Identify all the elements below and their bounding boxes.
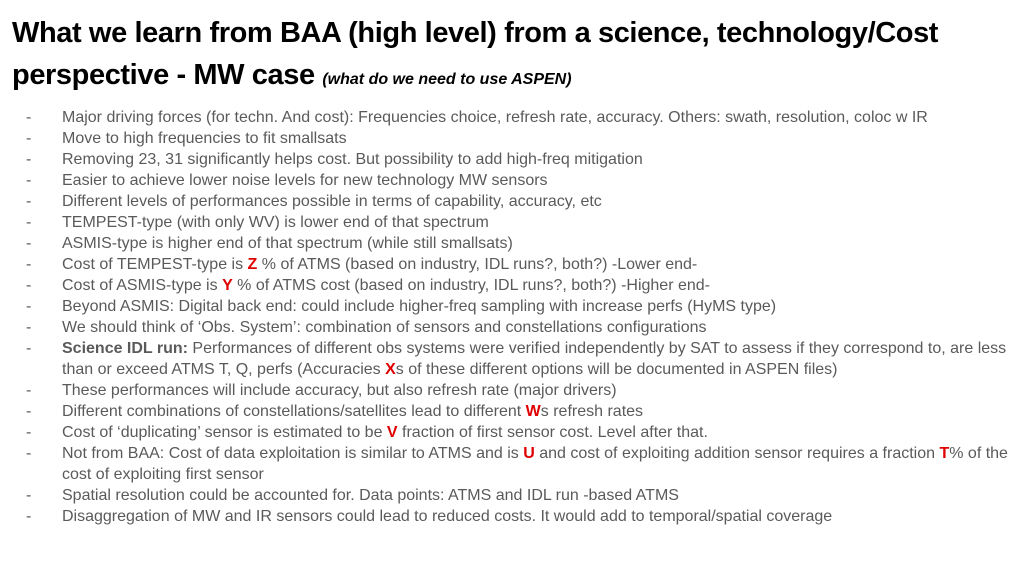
bullet-text: ASMIS-type is higher end of that spectrum (while still smallsats)	[62, 235, 513, 252]
bullet-item	[26, 170, 1016, 191]
bullet-marker: -	[26, 403, 32, 420]
bullet-text: Move to high frequencies to fit smallsats	[62, 130, 347, 147]
bullet-marker: -	[26, 487, 32, 504]
bullet-marker: -	[26, 319, 32, 336]
highlighted-variable: Y	[222, 277, 233, 294]
bullet-item	[26, 296, 1016, 317]
slide-title-main: What we learn from BAA (high level) from a science, technology/Cost perspective - MW case	[12, 17, 939, 91]
bullet-text: and cost of exploiting addition sensor requires a fraction	[534, 445, 940, 462]
bullet-marker: -	[26, 151, 32, 168]
bullet-item	[26, 254, 1016, 275]
bullet-item	[26, 149, 1016, 170]
bullet-marker: -	[26, 340, 32, 357]
bullet-text: Different combinations of constellations/satellites lead to different	[62, 403, 526, 420]
highlighted-variable: T	[939, 445, 950, 462]
bullet-text: Beyond ASMIS: Digital back end: could include higher-freq sampling with increase perfs (HyMS type)	[62, 298, 777, 315]
bullet-item	[26, 380, 1016, 401]
bullet-text: Disaggregation of MW and IR sensors could lead to reduced costs. It would add to temporal/spatial coverage	[62, 508, 833, 525]
bullet-text: % of ATMS (based on industry, IDL runs?, both?) -Lower end-	[257, 256, 698, 273]
highlighted-variable: Z	[247, 256, 258, 273]
bullet-item	[26, 191, 1016, 212]
bullet-text: fraction of first sensor cost. Level after that.	[397, 424, 708, 441]
bullet-marker: -	[26, 382, 32, 399]
bullet-text: TEMPEST-type (with only WV) is lower end of that spectrum	[62, 214, 489, 231]
bullet-marker: -	[26, 298, 32, 315]
bullet-text: Major driving forces (for techn. And cost): Frequencies choice, refresh rate, accuracy. Others: swath, resolution, coloc w IR	[62, 109, 928, 126]
bullet-text: s of these different options will be documented in ASPEN files)	[395, 361, 838, 378]
bullet-text: Cost of TEMPEST-type is	[62, 256, 248, 273]
bullet-item	[26, 485, 1016, 506]
bullet-item	[26, 128, 1016, 149]
bullet-marker: -	[26, 445, 32, 462]
highlighted-variable: V	[386, 424, 398, 441]
bullet-item	[26, 212, 1016, 233]
bullet-text: Cost of ASMIS-type is	[62, 277, 223, 294]
highlighted-variable: W	[525, 403, 541, 420]
bullet-item	[26, 233, 1016, 254]
bullet-text: % of ATMS cost (based on industry, IDL runs?, both?) -Higher end-	[232, 277, 710, 294]
bullet-text: Easier to achieve lower noise levels for new technology MW sensors	[62, 172, 548, 189]
bullet-marker: -	[26, 109, 32, 126]
bullet-text: Performances of different obs systems were verified independently by SAT to assess if they correspond to, are less than or exceed ATMS T, Q, perfs (Accuracies	[62, 340, 1007, 378]
bullet-text: These performances will include accuracy, but also refresh rate (major drivers)	[62, 382, 617, 399]
bullet-marker: -	[26, 256, 32, 273]
bullet-text: Removing 23, 31 significantly helps cost. But possibility to add high-freq mitigation	[62, 151, 643, 168]
bullet-marker: -	[26, 277, 32, 294]
bullet-item	[26, 443, 1016, 485]
bullet-marker: -	[26, 424, 32, 441]
bullet-text: Spatial resolution could be accounted for. Data points: ATMS and IDL run -based ATMS	[62, 487, 679, 504]
bullet-item	[26, 401, 1016, 422]
bullet-item	[26, 506, 1016, 527]
bullet-text: s refresh rates	[540, 403, 644, 420]
bullet-marker: -	[26, 235, 32, 252]
bullet-marker: -	[26, 193, 32, 210]
bullet-marker: -	[26, 214, 32, 231]
bullet-item	[26, 338, 1016, 380]
highlighted-variable: X	[385, 361, 396, 378]
bullet-item	[26, 422, 1016, 443]
bullet-list	[26, 107, 1016, 527]
bullet-marker: -	[26, 172, 32, 189]
bullet-text: Cost of ‘duplicating’ sensor is estimated to be	[62, 424, 387, 441]
bullet-bold-label: Science IDL run:	[62, 340, 188, 357]
highlighted-variable: U	[523, 445, 535, 462]
slide-title	[12, 12, 1017, 101]
bullet-item	[26, 275, 1016, 296]
bullet-item	[26, 317, 1016, 338]
bullet-item	[26, 107, 1016, 128]
slide-title-subtitle: (what do we need to use ASPEN)	[322, 71, 572, 88]
bullet-marker: -	[26, 130, 32, 147]
bullet-marker: -	[26, 508, 32, 525]
bullet-text: Not from BAA: Cost of data exploitation is similar to ATMS and is	[62, 445, 524, 462]
bullet-text: Different levels of performances possible in terms of capability, accuracy, etc	[62, 193, 602, 210]
bullet-text: % of the cost of exploiting first sensor	[62, 445, 1008, 483]
bullet-text: We should think of ‘Obs. System’: combination of sensors and constellations configurations	[62, 319, 707, 336]
